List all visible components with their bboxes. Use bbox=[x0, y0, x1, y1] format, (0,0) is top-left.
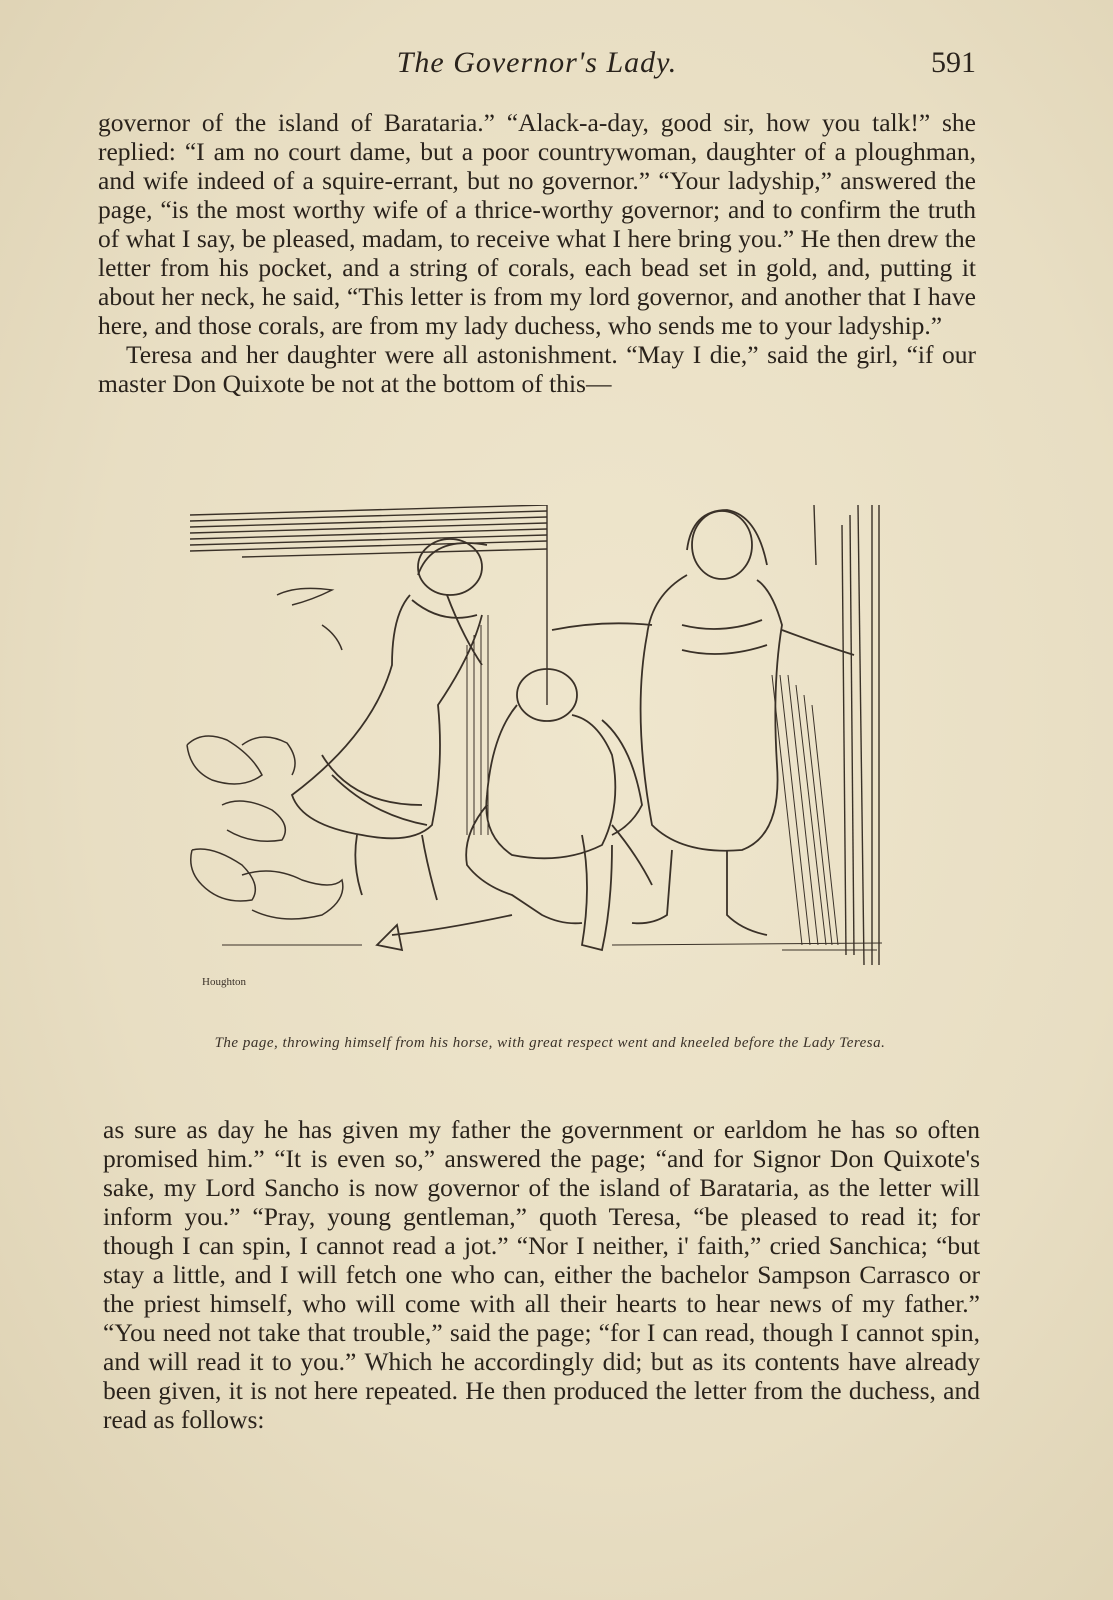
kneeling-page-figure bbox=[377, 669, 652, 950]
page-header bbox=[98, 46, 976, 86]
figure-caption: The page, throwing himself from his horse, with great respect went and kneeled before the Lady Teresa. bbox=[214, 1035, 886, 1051]
left-woman-figure bbox=[292, 539, 487, 900]
text-block-top bbox=[98, 108, 976, 398]
ground-lines bbox=[222, 943, 882, 950]
paragraph: Teresa and her daughter were all astonishment. “May I die,” said the girl, “if our master Don Quixote be not at the bottom of this— bbox=[98, 340, 976, 398]
paragraph: governor of the island of Barataria.” “Alack-a-day, good sir, how you talk!” she replied: “I am no court dame, but a poor countrywoman, daughter of a ploughman, and wife indeed of a squire-errant, but no governor.” “Your ladyship,” answered the page, “is the most worthy wife of a thrice-worthy governor; and to confirm the truth of what I say, be pleased, madam, to receive what I here bring you.” He then drew the letter from his pocket, and a string of corals, each bead set in gold, and, putting it about her neck, he said, “This letter is from my lord governor, and another that I have here, and those corals, are from my lady duchess, who sends me to your ladyship.” bbox=[98, 108, 976, 340]
paragraph: as sure as day he has given my father the government or earldom he has so often promised him.” “It is even so,” answered the page; “and for Signor Don Quixote's sake, my Lord Sancho is now governor of the island of Barataria, as the letter will inform you.” “Pray, young gentleman,” quoth Teresa, “be pleased to read it; for though I can spin, I cannot read a jot.” “Nor I neither, i' faith,” cried Sanchica; “but stay a little, and I will fetch one who can, either the bachelor Sampson Carrasco or the priest himself, who will come with all their hearts to hear news of my father.” “You need not take that trouble,” said the page; “for I can read, though I cannot spin, and will read it to you.” Which he accordingly did; but as its contents have already been given, it is not here repeated. He then produced the letter from the duchess, and read as follows: bbox=[103, 1115, 980, 1434]
chickens bbox=[187, 588, 343, 919]
illustration-drawing bbox=[182, 505, 902, 1010]
shadow-hatching bbox=[467, 615, 838, 945]
text-block-bottom bbox=[103, 1115, 980, 1434]
engraving-illustration bbox=[182, 505, 902, 1010]
wall-hatching bbox=[190, 505, 547, 705]
artist-signature: Houghton bbox=[202, 976, 246, 988]
door-frame bbox=[814, 505, 879, 965]
running-title: The Governor's Lady. bbox=[396, 46, 678, 79]
page-number: 591 bbox=[931, 46, 976, 79]
right-woman-figure bbox=[552, 510, 854, 935]
